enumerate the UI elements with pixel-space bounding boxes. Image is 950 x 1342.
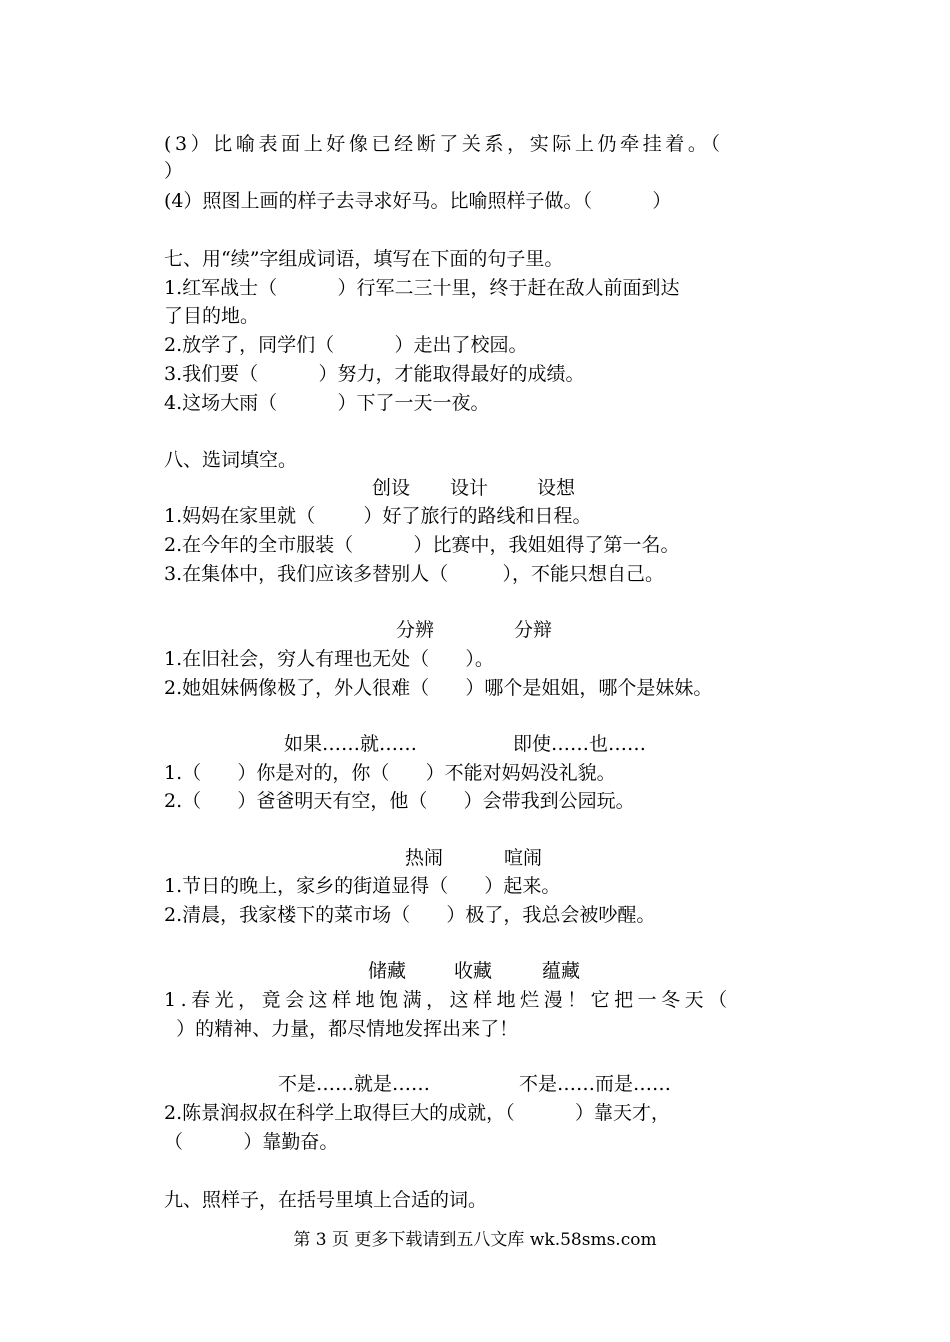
s6-item4: (4）照图上画的样子去寻求好马。比喻照样子做。（ ）: [164, 190, 672, 212]
s8-g5-q1-line1: 1.春光，竟会这样地饱满，这样地烂漫！它把一冬天（: [164, 989, 732, 1011]
s7-q1-line2: 了目的地。: [164, 305, 260, 327]
s8-g6-option-2: 不是……而是……: [519, 1073, 672, 1095]
s8-g4-q1: 1.节日的晚上，家乡的街道显得（ ）起来。: [164, 875, 561, 897]
s8-g2-q2: 2.她姐妹俩像极了，外人很难（ ）哪个是姐姐，哪个是妹妹。: [164, 677, 713, 699]
s8-g3-q1: 1.（ ）你是对的，你（ ）不能对妈妈没礼貌。: [164, 762, 616, 784]
s8-g2-q1: 1.在旧社会，穷人有理也无处（ ）。: [164, 648, 494, 670]
s7-q3: 3.我们要（ ）努力，才能取得最好的成绩。: [164, 363, 585, 385]
s8-g6-q2-line1: 2.陈景润叔叔在科学上取得巨大的成就，（ ）靠天才，: [164, 1102, 671, 1124]
s7-heading: 七、用“续”字组成词语，填写在下面的句子里。: [164, 248, 564, 270]
s8-g5-option-1: 储藏: [368, 960, 407, 982]
s8-g1-q2: 2.在今年的全市服装（ ）比赛中，我姐姐得了第一名。: [164, 534, 680, 556]
s6-item3-line1: (3）比喻表面上好像已经断了关系，实际上仍牵挂着。（: [164, 133, 724, 155]
s8-g1-q1: 1.妈妈在家里就（ ）好了旅行的路线和日程。: [164, 505, 592, 527]
s8-g1-option-2: 设计: [450, 477, 489, 499]
s8-g4-option-2: 喧闹: [504, 847, 543, 869]
s8-g1-option-3: 设想: [537, 477, 576, 499]
s8-g5-q1-line2: ）的精神、力量，都尽情地发挥出来了！: [164, 1018, 519, 1040]
s8-g5-option-3: 蕴藏: [542, 960, 581, 982]
s8-g4-q2: 2.清晨，我家楼下的菜市场（ ）极了，我总会被吵醒。: [164, 904, 656, 926]
s7-q2: 2.放学了，同学们（ ）走出了校园。: [164, 334, 528, 356]
s9-heading: 九、照样子，在括号里填上合适的词。: [164, 1189, 488, 1211]
s7-q4: 4.这场大雨（ ）下了一天一夜。: [164, 392, 490, 414]
s8-g6-q2-line2: （ ）靠勤奋。: [164, 1131, 339, 1153]
s8-g3-option-2: 即使……也……: [513, 733, 647, 755]
s8-g4-option-1: 热闹: [405, 847, 444, 869]
s7-q1-line1: 1.红军战士（ ）行军二三十里，终于赶在敌人前面到达: [164, 277, 680, 299]
s8-g2-option-2: 分辩: [514, 619, 553, 641]
s8-g2-option-1: 分辨: [396, 619, 435, 641]
s8-heading: 八、选词填空。: [164, 449, 298, 471]
s6-item3-line2: ）: [164, 160, 184, 182]
s8-g3-option-1: 如果……就……: [284, 733, 418, 755]
s8-g1-q3: 3.在集体中，我们应该多替别人（ ），不能只想自己。: [164, 563, 664, 585]
s8-g3-q2: 2.（ ）爸爸明天有空，他（ ）会带我到公园玩。: [164, 790, 635, 812]
s8-g5-option-2: 收藏: [454, 960, 493, 982]
s8-g6-option-1: 不是……就是……: [278, 1073, 431, 1095]
page-footer: 第 3 页 更多下载请到五八文库 wk.58sms.com: [293, 1230, 657, 1250]
s8-g1-option-1: 创设: [372, 477, 411, 499]
